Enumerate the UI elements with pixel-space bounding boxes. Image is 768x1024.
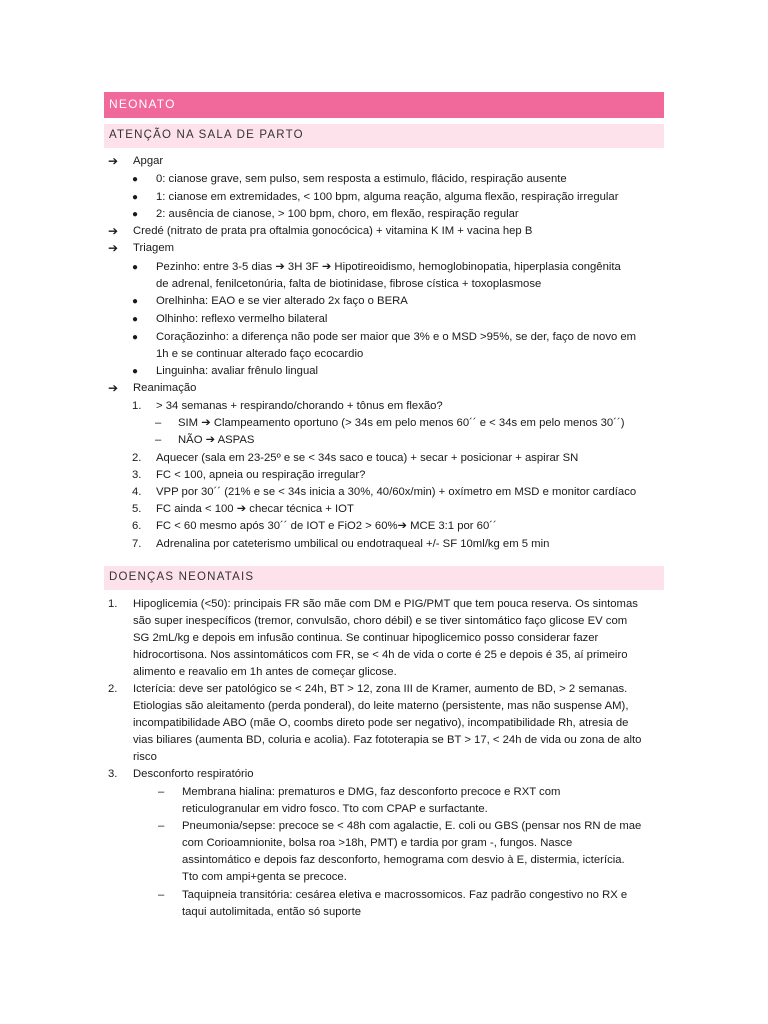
reanimacao-step-2: Aquecer (sala em 23-25º e se < 34s saco e touca) + secar + posicionar + aspirar SN	[156, 452, 579, 464]
triagem-line-0: Pezinho: entre 3-5 dias ➔ 3H 3F ➔ Hipotireoidismo, hemoglobinopatia, hiperplasia congênita	[156, 261, 621, 273]
bullet-icon: ●	[132, 174, 139, 185]
bullet-icon: ●	[132, 262, 139, 273]
reanimacao-step-1: > 34 semanas + respirando/chorando + tônus em flexão?	[156, 400, 443, 412]
triagem-line-2: Orelhinha: EAO e se vier alterado 2x faço o BERA	[156, 295, 408, 307]
desconforto-title: Desconforto respiratório	[133, 768, 254, 780]
subheader-doencas-neonatais: DOENÇAS NEONATAIS	[104, 566, 664, 590]
bullet-icon: ●	[132, 332, 139, 343]
step-number: 3.	[132, 469, 142, 481]
step-number: 6.	[132, 520, 142, 532]
triagem-line-6: Linguinha: avaliar frênulo lingual	[156, 365, 319, 377]
taquipneia-line-1: taqui autolimitada, então só suporte	[182, 906, 361, 918]
reanimacao-step-5: FC ainda < 100 ➔ checar técnica + IOT	[156, 503, 354, 515]
arrow-icon: ➔	[108, 381, 119, 395]
bullet-icon: ●	[132, 209, 139, 220]
membrana-line-0: Membrana hialina: prematuros e DMG, faz desconforto precoce e RXT com	[182, 786, 561, 798]
triagem-line-1: de adrenal, fenilcetonúria, falta de biotinidase, fibrose cística + toxoplasmose	[156, 278, 542, 290]
hipoglicemia-line-3: hidrocortisona. Nos assintomáticos com FR, se < 4h de vida o corte é 25 e depois é 35, aí primeiro	[133, 649, 628, 661]
hipoglicemia-line-0: Hipoglicemia (<50): principais FR são mãe com DM e PIG/PMT que tem pouca reserva. Os sintomas	[133, 598, 638, 610]
triagem-title: Triagem	[133, 242, 175, 254]
pneumonia-line-3: Tto com ampi+genta se precoce.	[182, 871, 347, 883]
apgar-item-1: 1: cianose em extremidades, < 100 bpm, alguma reação, alguma flexão, respiração irregular	[156, 191, 619, 203]
arrow-icon: ➔	[108, 224, 119, 238]
triagem-line-4: Coraçãozinho: a diferença não pode ser maior que 3% e o MSD >95%, se der, faço de novo em	[156, 331, 637, 343]
ictericia-line-0: Icterícia: deve ser patológico se < 24h, BT > 12, zona III de Kramer, aumento de BD, > 2 semanas.	[133, 683, 628, 695]
arrow-icon: ➔	[108, 241, 119, 255]
item-number: 2.	[108, 683, 118, 695]
dash-icon: –	[155, 417, 162, 429]
step-number: 5.	[132, 503, 142, 515]
item-number: 1.	[108, 598, 118, 610]
bullet-icon: ●	[132, 366, 139, 377]
pneumonia-line-2: assintomático e depois faz desconforto, hemograma com desvio à E, distermia, icterícia.	[182, 854, 625, 866]
reanimacao-step-4: VPP por 30´´ (21% e se < 34s inicia a 30%, 40/60x/min) + oxímetro em MSD e monitor cardíaco	[156, 486, 637, 498]
dash-icon: –	[158, 786, 165, 798]
step-number: 1.	[132, 400, 142, 412]
step-number: 7.	[132, 538, 142, 550]
reanimacao-title: Reanimação	[133, 382, 197, 394]
ictericia-line-4: risco	[133, 751, 157, 763]
triagem-line-3: Olhinho: reflexo vermelho bilateral	[156, 313, 328, 325]
hipoglicemia-line-2: SG 2mL/kg e depois em infusão continua. Se continuar hipoglicemico posso considerar fazer	[133, 632, 599, 644]
triagem-line-5: 1h e se continuar alterado faço ecocardio	[156, 348, 364, 360]
reanimacao-sub-sim: SIM ➔ Clampeamento oportuno (> 34s em pelo menos 60´´ e < 34s em pelo menos 30´´)	[178, 417, 625, 429]
reanimacao-sub-nao: NÃO ➔ ASPAS	[178, 434, 255, 446]
taquipneia-line-0: Taquipneia transitória: cesárea eletiva e macrossomicos. Faz padrão congestivo no RX e	[182, 889, 628, 901]
reanimacao-step-7: Adrenalina por cateterismo umbilical ou endotraqueal +/- SF 10ml/kg em 5 min	[156, 538, 550, 550]
subheader-sala-de-parto: ATENÇÃO NA SALA DE PARTO	[104, 124, 664, 148]
ictericia-line-1: Etiologias são aleitamento (perda ponderal), do leite materno (persistente, mas não suspense AM),	[133, 700, 629, 712]
section-header-neonato: NEONATO	[104, 92, 664, 118]
step-number: 4.	[132, 486, 142, 498]
arrow-icon: ➔	[108, 154, 119, 168]
dash-icon: –	[158, 889, 165, 901]
dash-icon: –	[155, 434, 162, 446]
apgar-title: Apgar	[133, 155, 164, 167]
bullet-icon: ●	[132, 314, 139, 325]
bullet-icon: ●	[132, 296, 139, 307]
pneumonia-line-1: com Corioamnionite, bolsa roa >18h, PMT) e tardia por gram -, fungos. Nasce	[182, 837, 573, 849]
item-number: 3.	[108, 768, 118, 780]
pneumonia-line-0: Pneumonia/sepse: precoce se < 48h com agalactie, E. coli ou GBS (pensar nos RN de mae	[182, 820, 642, 832]
ictericia-line-3: vias biliares (aumenta BD, coluria e acolia). Faz fototerapia se BT > 17, < 24h de vida ou zona de alto	[133, 734, 642, 746]
step-number: 2.	[132, 452, 142, 464]
reanimacao-step-3: FC < 100, apneia ou respiração irregular?	[156, 469, 366, 481]
hipoglicemia-line-4: alimento e reavalio em 1h antes de começar glicose.	[133, 666, 397, 678]
dash-icon: –	[158, 820, 165, 832]
apgar-item-0: 0: cianose grave, sem pulso, sem resposta a estimulo, flácido, respiração ausente	[156, 173, 567, 185]
apgar-item-2: 2: ausência de cianose, > 100 bpm, choro, em flexão, respiração regular	[156, 208, 519, 220]
reanimacao-step-6: FC < 60 mesmo após 30´´ de IOT e FiO2 > 60%➔ MCE 3:1 por 60´´	[156, 520, 497, 532]
ictericia-line-2: incompatibilidade ABO (mãe O, coombs direto pode ser negativo), incompatibilidade Rh, atresia de	[133, 717, 629, 729]
hipoglicemia-line-1: são super inespecíficos (tremor, convulsão, choro débil) e se tiver sintomático faço glicose EV com	[133, 615, 628, 627]
membrana-line-1: reticulogranular em vidro fosco. Tto com CPAP e surfactante.	[182, 803, 488, 815]
crede-line: Credé (nitrato de prata pra oftalmia gonocócica) + vitamina K IM + vacina hep B	[133, 225, 533, 237]
bullet-icon: ●	[132, 192, 139, 203]
